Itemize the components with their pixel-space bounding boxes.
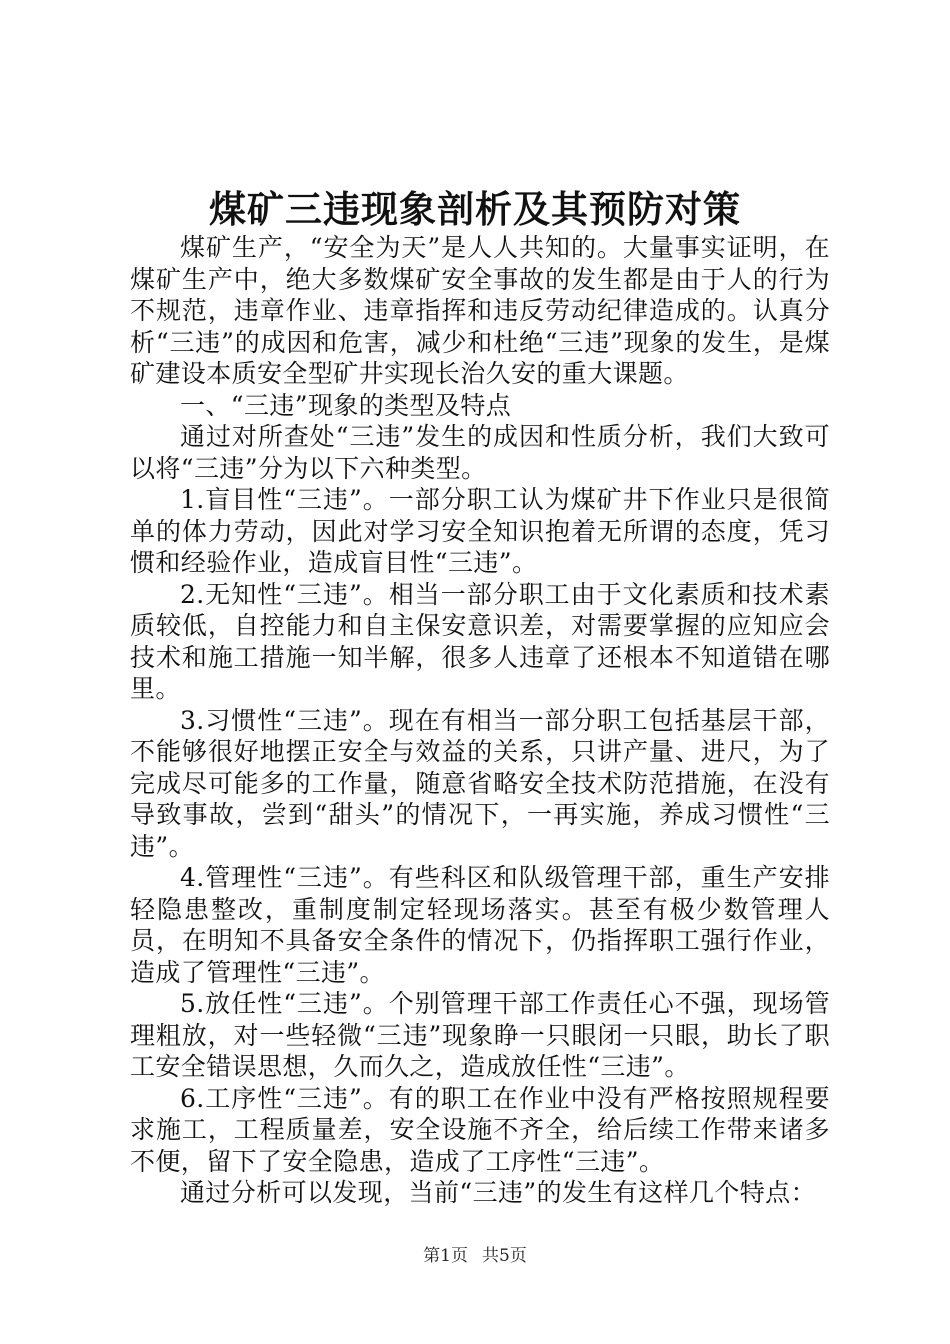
paragraph-intro: 煤矿生产，“安全为天”是人人共知的。大量事实证明，在煤矿生产中，绝大多数煤矿安全事故的发生都是由于人的行为不规范，违章作业、违章指挥和违反劳动纪律造成的。认真分析“三违”的成因和危害，减少和杜绝“三违”现象的发生，是煤矿建设本质安全型矿井实现长治久安的重大课题。	[130, 233, 830, 388]
paragraph-type-2: 2.无知性“三违”。相当一部分职工由于文化素质和技术素质较低，自控能力和自主保安意识差，对需要掌握的应知应会技术和施工措施一知半解，很多人违章了还根本不知道错在哪里。	[130, 579, 830, 703]
paragraph-type-1: 1.盲目性“三违”。一部分职工认为煤矿井下作业只是很简单的体力劳动，因此对学习安全知识抱着无所谓的态度，凭习惯和经验作业，造成盲目性“三违”。	[130, 485, 830, 577]
page-footer	[0, 1244, 950, 1268]
paragraph-type-6: 6.工序性“三违”。有的职工在作业中没有严格按照规程要求施工，工程质量差，安全设施不齐全，给后续工作带来诸多不便，留下了安全隐患，造成了工序性“三违”。	[130, 1083, 830, 1176]
paragraph-type-4: 4.管理性“三违”。有些科区和队级管理干部，重生产安排轻隐患整改，重制度制定轻现场落实。甚至有极少数管理人员，在明知不具备安全条件的情况下，仍指挥职工强行作业，造成了管理性“三违”。	[130, 863, 830, 987]
paragraph-type-3: 3.习惯性“三违”。现在有相当一部分职工包括基层干部，不能够很好地摆正安全与效益的关系，只讲产量、进尺，为了完成尽可能多的工作量，随意省略安全技术防范措施，在没有导致事故，尝到“甜头”的情况下，一再实施，养成习惯性“三违”。	[130, 705, 830, 861]
document-body	[130, 232, 830, 1209]
paragraph-type-5: 5.放任性“三违”。个别管理干部工作责任心不强，现场管理粗放，对一些轻微“三违”现象睁一只眼闭一只眼，助长了职工安全错误思想，久而久之，造成放任性“三违”。	[130, 989, 830, 1081]
document-title: 煤矿三违现象剖析及其预防对策	[209, 187, 741, 231]
page-number: 第1页	[423, 1246, 468, 1266]
paragraph-features-intro: 通过分析可以发现，当前“三违”的发生有这样几个特点：	[180, 1178, 816, 1207]
paragraph-types-intro: 通过对所查处“三违”发生的成因和性质分析，我们大致可以将“三违”分为以下六种类型。	[130, 422, 830, 483]
page-total: 共5页	[482, 1246, 527, 1266]
section-heading: 一、“三违”现象的类型及特点	[180, 390, 512, 420]
